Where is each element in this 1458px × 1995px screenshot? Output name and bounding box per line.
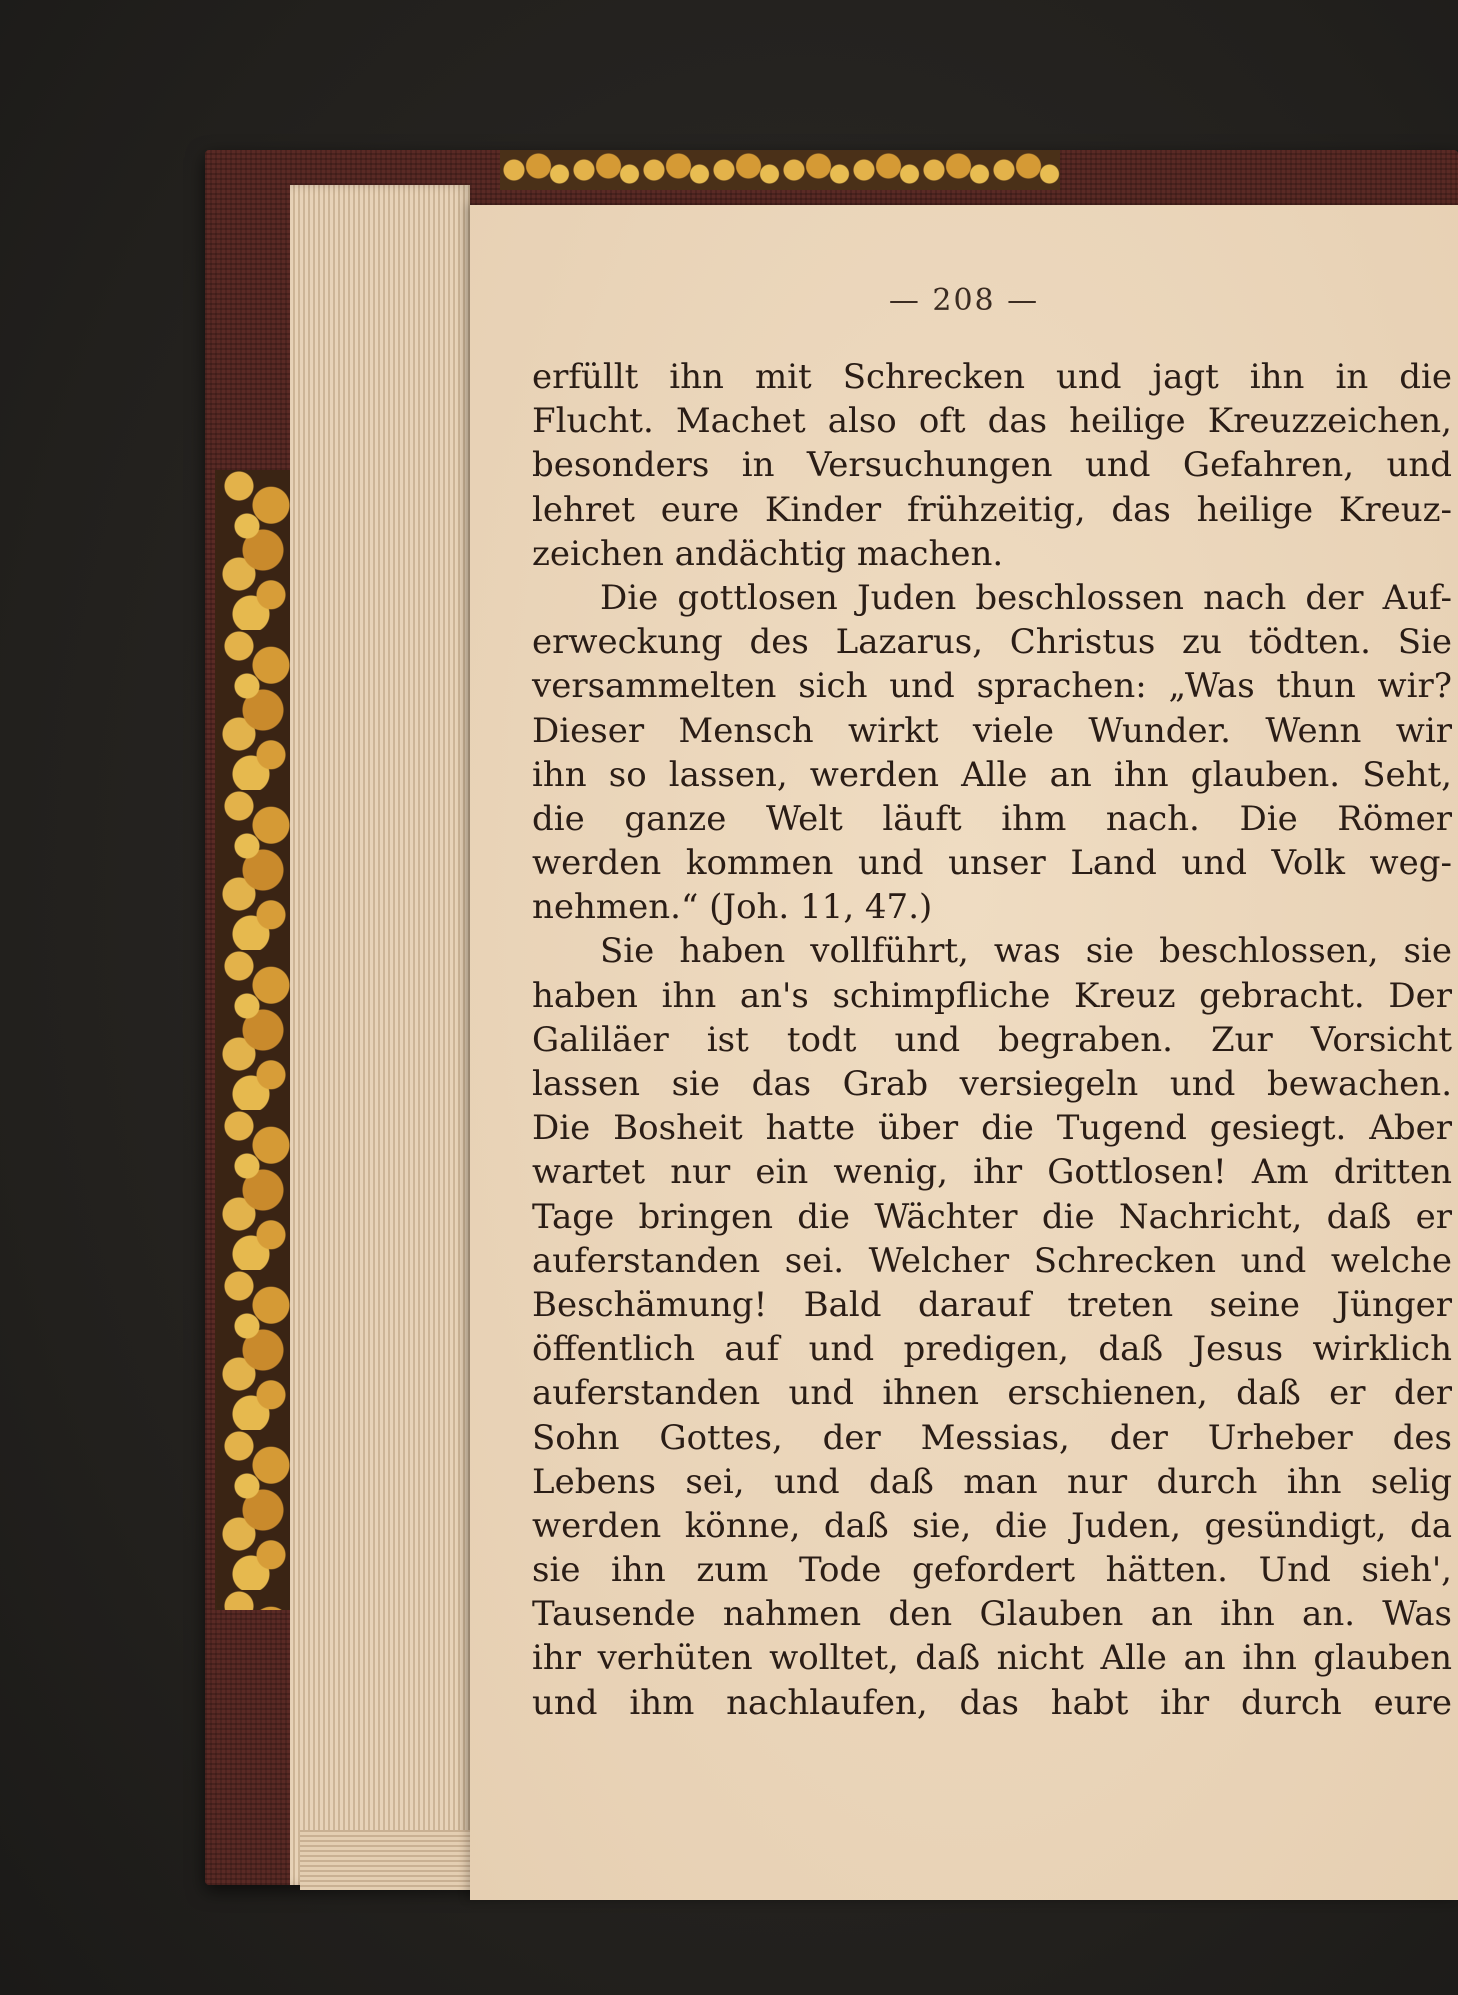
marbled-edge-spine <box>215 470 295 1610</box>
text-line: Galiläer ist todt und begraben. Zur Vorsicht <box>532 1019 1452 1060</box>
text-line: Die gottlosen Juden beschlossen nach der Auf- <box>600 577 1452 618</box>
text-line: erfüllt ihn mit Schrecken und jagt ihn in die <box>532 357 1452 397</box>
text-line: Lebens sei, und daß man nur durch ihn selig <box>532 1461 1452 1502</box>
text-line: werden könne, daß sie, die Juden, gesündigt, da <box>532 1505 1452 1546</box>
text-line: Beschämung! Bald darauf treten seine Jünger <box>532 1284 1452 1325</box>
text-line: Sohn Gottes, der Messias, der Urheber des <box>532 1417 1452 1458</box>
text-line: Tausende nahmen den Glauben an ihn an. Was <box>532 1594 1452 1635</box>
text-line: Die Bosheit hatte über die Tugend gesiegt. Aber <box>532 1108 1452 1149</box>
text-line: ihr verhüten wolltet, daß nicht Alle an ihn glauben <box>532 1638 1452 1679</box>
page-stack-edge <box>290 185 470 1885</box>
text-line: haben ihn an's schimpfliche Kreuz gebracht. Der <box>532 975 1452 1016</box>
text-line: sie ihn zum Tode gefordert hätten. Und sieh', <box>532 1550 1452 1591</box>
text-line: lehret eure Kinder frühzeitig, das heilige Kreuz- <box>532 489 1452 530</box>
page-body-text <box>532 355 1452 1725</box>
text-line: Sie haben vollführt, was sie beschlossen, sie <box>600 931 1452 972</box>
text-line: auferstanden sei. Welcher Schrecken und welche <box>532 1240 1452 1281</box>
text-line: nehmen.“ (Joh. 11, 47.) <box>532 887 933 928</box>
text-line: werden kommen und unser Land und Volk weg- <box>532 843 1452 884</box>
text-line: öffentlich auf und predigen, daß Jesus wirklich <box>532 1329 1452 1370</box>
text-line: besonders in Versuchungen und Gefahren, und <box>532 445 1452 486</box>
text-line: zeichen andächtig machen. <box>532 533 1004 574</box>
text-line: ihn so lassen, werden Alle an ihn glauben. Seht, <box>532 754 1452 795</box>
text-line: und ihm nachlaufen, das habt ihr durch eure <box>532 1682 1452 1723</box>
text-line: auferstanden und ihnen erschienen, daß er der <box>532 1373 1452 1414</box>
text-line: die ganze Welt läuft ihm nach. Die Römer <box>532 798 1452 839</box>
text-line: lassen sie das Grab versiegeln und bewachen. <box>532 1064 1452 1104</box>
text-line: versammelten sich und sprachen: „Was thun wir? <box>532 666 1452 707</box>
page-number: — 208 — <box>888 283 1040 318</box>
text-line: Tage bringen die Wächter die Nachricht, daß er <box>532 1196 1452 1237</box>
text-line: erweckung des Lazarus, Christus zu tödten. Sie <box>532 622 1452 663</box>
book-page <box>470 205 1458 1900</box>
text-line: wartet nur ein wenig, ihr Gottlosen! Am dritten <box>532 1152 1452 1193</box>
marbled-edge-top <box>500 150 1060 190</box>
text-line: Dieser Mensch wirkt viele Wunder. Wenn wir <box>532 710 1452 751</box>
text-line: Flucht. Machet also oft das heilige Kreuzzeichen, <box>532 401 1452 442</box>
